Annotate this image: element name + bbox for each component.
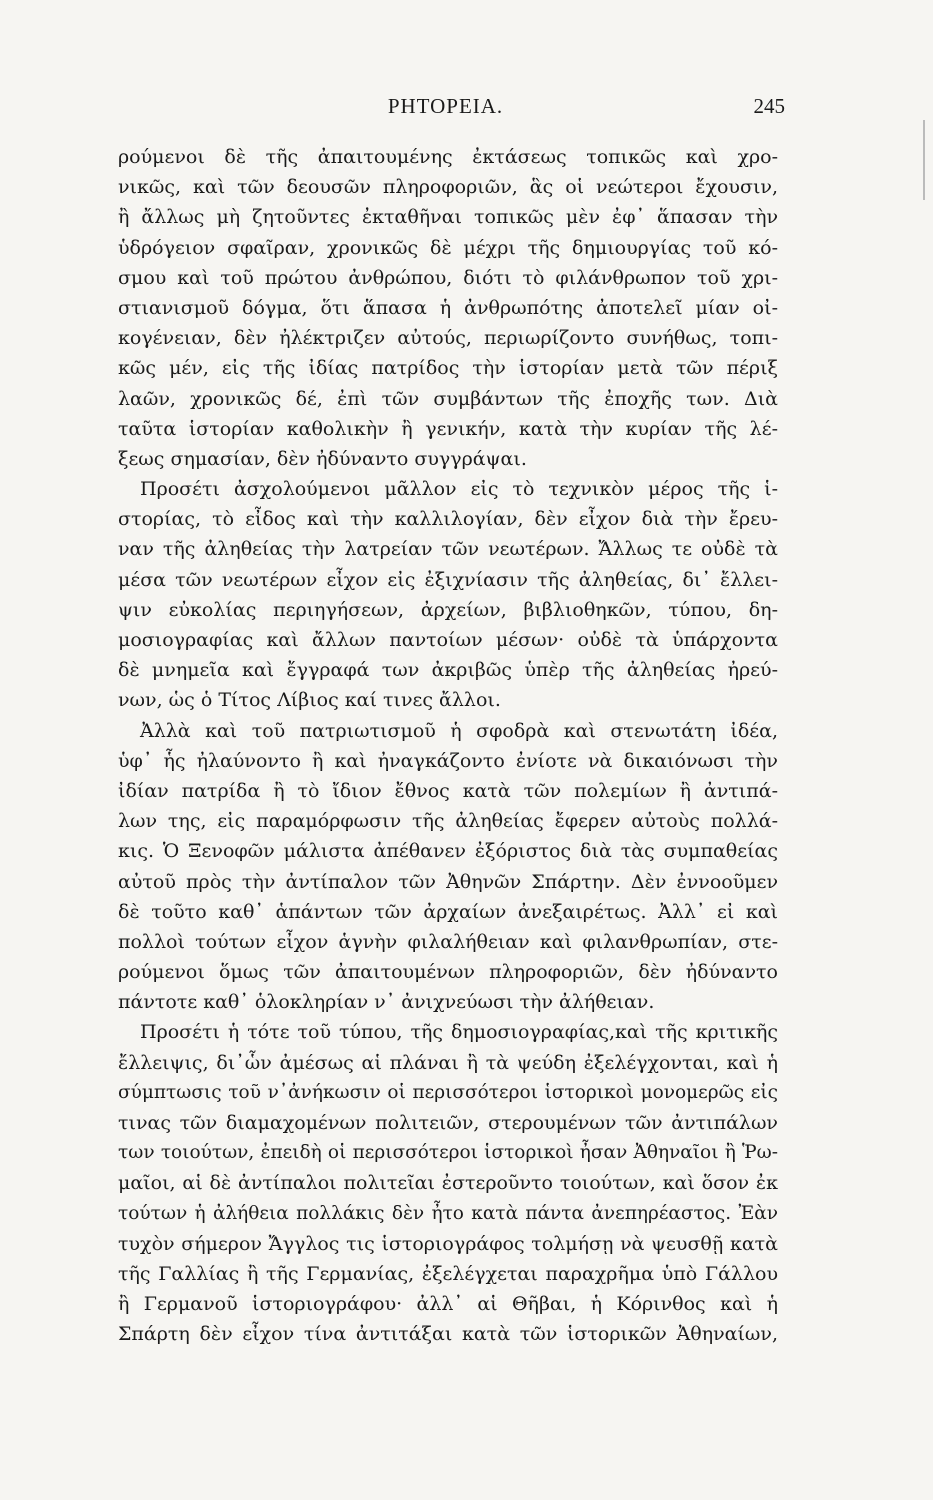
text-line: ἢ ἄλλως μὴ ζητοῦντες ἐκταθῆναι τοπικῶς μὲν ἐφ᾽ ἅπασαν τὴν	[118, 206, 778, 229]
text-line: ψιν εὐκολίας περιηγήσεων, ἀρχείων, βιβλιοθηκῶν, τύπου, δη-	[118, 598, 778, 621]
text-line: νικῶς, καὶ τῶν δεουσῶν πληροφοριῶν, ἃς οἱ νεώτεροι ἔχουσιν,	[118, 176, 778, 199]
text-line: μοσιογραφίας καὶ ἄλλων παντοίων μέσων· οὐδὲ τὰ ὑπάρχοντα	[118, 629, 778, 651]
text-line: δὲ τοῦτο καθ᾽ ἁπάντων τῶν ἀρχαίων ἀνεξαιρέτως. Ἀλλ᾽ εἰ καὶ	[118, 900, 778, 923]
text-line: στιανισμοῦ δόγμα, ὅτι ἅπασα ἡ ἀνθρωπότης ἀποτελεῖ μίαν οἰ-	[118, 296, 778, 319]
text-body	[118, 142, 778, 1350]
text-line: ρούμενοι ὅμως τῶν ἀπαιτουμένων πληροφοριῶν, δὲν ἠδύναντο	[118, 961, 778, 984]
text-line: ταῦτα ἱστορίαν καθολικὴν ἢ γενικήν, κατὰ τὴν κυρίαν τῆς λέ-	[118, 417, 778, 440]
text-line: τινας τῶν διαμαχομένων πολιτειῶν, στερουμένων τῶν ἀντιπάλων	[118, 1112, 778, 1134]
text-line: τῆς Γαλλίας ἢ τῆς Γερμανίας, ἐξελέγχεται παραχρῆμα ὑπὸ Γάλλου	[118, 1262, 778, 1285]
text-line: τούτων ἡ ἀλήθεια πολλάκις δὲν ἦτο κατὰ πάντα ἀνεπηρέαστος. Ἐὰν	[118, 1202, 778, 1224]
text-line: ναν τῆς ἀληθείας τὴν λατρείαν τῶν νεωτέρων. Ἄλλως τε οὐδὲ τὰ	[118, 538, 778, 561]
text-line: ὑφ᾽ ἧς ἠλαύνοντο ἢ καὶ ἠναγκάζοντο ἐνίοτε νὰ δικαιόνωσι τὴν	[118, 749, 778, 772]
text-line: Ἀλλὰ καὶ τοῦ πατριωτισμοῦ ἡ σφοδρὰ καὶ στενωτάτη ἰδέα,	[140, 719, 778, 742]
text-line: ἔλλειψις, δι᾽ὧν ἀμέσως αἱ πλάναι ἢ τὰ ψεύδη ἐξελέγχονται, καὶ ἡ	[118, 1051, 778, 1074]
text-line: σμου καὶ τοῦ πρώτου ἀνθρώπου, διότι τὸ φιλάνθρωπον τοῦ χρι-	[118, 266, 778, 289]
text-line: μαῖοι, αἱ δὲ ἀντίπαλοι πολιτεῖαι ἐστεροῦντο τοιούτων, καὶ ὅσον ἐκ	[118, 1172, 778, 1195]
text-line: ἢ Γερμανοῦ ἱστοριογράφου· ἀλλ᾽ αἱ Θῆβαι, ἡ Κόρινθος καὶ ἡ	[118, 1293, 778, 1316]
text-line: ἰδίαν πατρίδα ἢ τὸ ἴδιον ἔθνος κατὰ τῶν πολεμίων ἢ ἀντιπά-	[118, 779, 778, 802]
running-head	[118, 94, 785, 122]
text-line: λων της, εἰς παραμόρφωσιν τῆς ἀληθείας ἔφερεν αὐτοὺς πολλά-	[118, 810, 778, 833]
text-line: κις. Ὁ Ξενοφῶν μάλιστα ἀπέθανεν ἐξόριστος διὰ τὰς συμπαθείας	[118, 840, 778, 863]
text-line: δὲ μνημεῖα καὶ ἔγγραφά των ἀκριβῶς ὑπὲρ τῆς ἀληθείας ἠρεύ-	[118, 659, 778, 682]
text-line: ξεως σημασίαν, δὲν ἠδύναντο συγγράψαι.	[118, 447, 527, 470]
text-line: στορίας, τὸ εἶδος καὶ τὴν καλλιλογίαν, δὲν εἶχον διὰ τὴν ἔρευ-	[118, 508, 778, 531]
text-line: Σπάρτη δὲν εἶχον τίνα ἀντιτάξαι κατὰ τῶν ἱστορικῶν Ἀθηναίων,	[118, 1323, 778, 1346]
text-line: κῶς μέν, εἰς τῆς ἰδίας πατρίδος τὴν ἱστορίαν μετὰ τῶν πέριξ	[118, 357, 778, 380]
text-line: τυχὸν σήμερον Ἄγγλος τις ἱστοριογράφος τολμήσῃ νὰ ψευσθῇ κατὰ	[118, 1232, 778, 1255]
text-line: των τοιούτων, ἐπειδὴ οἱ περισσότεροι ἱστορικοὶ ἦσαν Ἀθηναῖοι ἢ Ῥω-	[118, 1142, 778, 1164]
text-line: Προσέτι ἡ τότε τοῦ τύπου, τῆς δημοσιογραφίας,καὶ τῆς κριτικῆς	[140, 1021, 778, 1044]
text-line: αὐτοῦ πρὸς τὴν ἀντίπαλον τῶν Ἀθηνῶν Σπάρτην. Δὲν ἐννοοῦμεν	[118, 870, 778, 893]
text-line: λαῶν, χρονικῶς δέ, ἐπὶ τῶν συμβάντων τῆς ἐποχῆς των. Διὰ	[118, 387, 778, 410]
page-edge-shadow	[923, 120, 925, 200]
running-title: ΡΗΤΟΡΕΙΑ.	[387, 94, 504, 118]
text-line: σύμπτωσις τοῦ ν᾽ἀνήκωσιν οἱ περισσότεροι ἱστορικοὶ μονομερῶς εἰς	[118, 1081, 778, 1103]
text-line: κογένειαν, δὲν ἠλέκτριζεν αὐτούς, περιωρίζοντο συνήθως, τοπι-	[118, 327, 778, 350]
text-line: Προσέτι ἀσχολούμενοι μᾶλλον εἰς τὸ τεχνικὸν μέρος τῆς ἱ-	[140, 478, 778, 501]
text-line: ρούμενοι δὲ τῆς ἀπαιτουμένης ἐκτάσεως τοπικῶς καὶ χρο-	[118, 146, 778, 168]
text-line: ὑδρόγειον σφαῖραν, χρονικῶς δὲ μέχρι τῆς δημιουργίας τοῦ κό-	[118, 236, 778, 259]
text-line: πολλοὶ τούτων εἶχον ἁγνὴν φιλαλήθειαν καὶ φιλανθρωπίαν, στε-	[118, 930, 778, 953]
text-line: νων, ὡς ὁ Τίτος Λίβιος καί τινες ἄλλοι.	[118, 689, 501, 712]
text-line: πάντοτε καθ᾽ ὁλοκληρίαν ν᾽ ἀνιχνεύωσι τὴν ἀλήθειαν.	[118, 991, 655, 1014]
page-number: 245	[753, 94, 785, 118]
text-line: μέσα τῶν νεωτέρων εἶχον εἰς ἐξιχνίασιν τῆς ἀληθείας, δι᾽ ἔλλει-	[118, 568, 778, 591]
